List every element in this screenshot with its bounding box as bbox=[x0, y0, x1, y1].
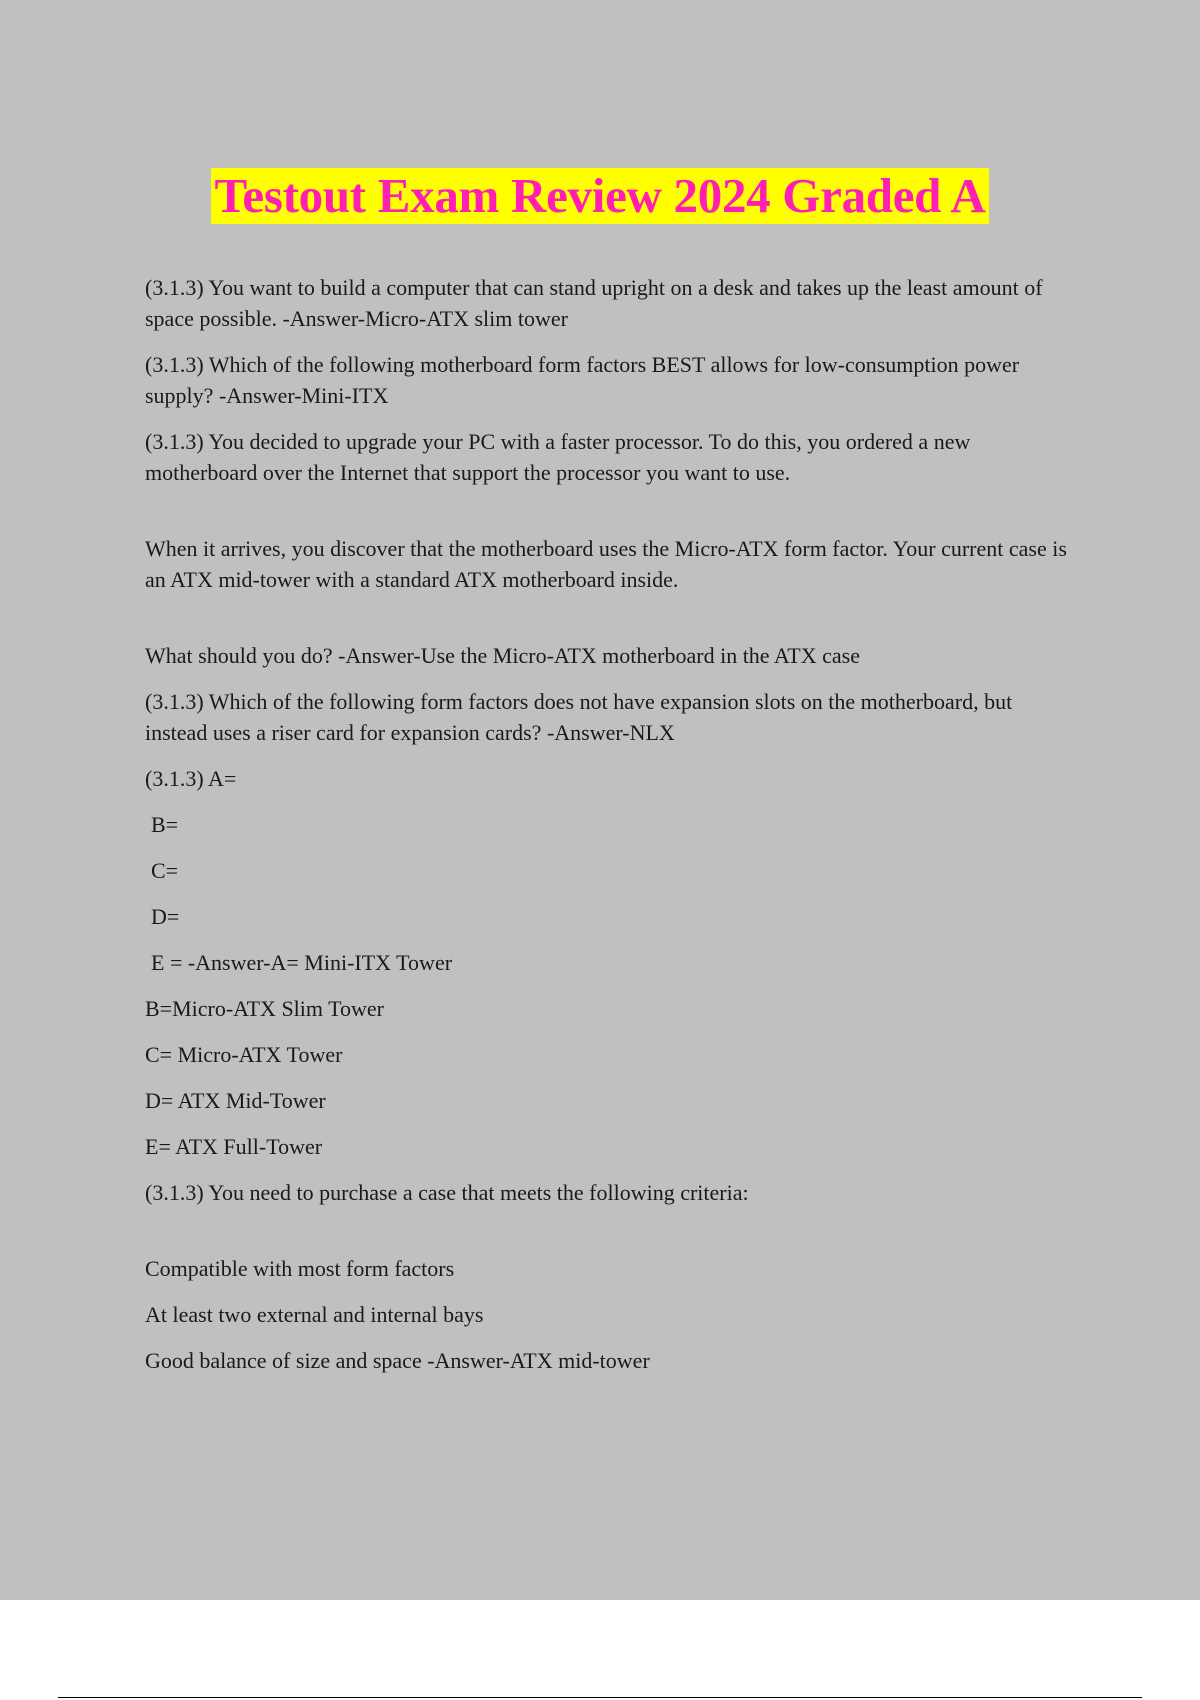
criteria-line: At least two external and internal bays bbox=[145, 1302, 484, 1327]
answer-line: C= Micro-ATX Tower bbox=[145, 1042, 343, 1067]
answer-line: C= bbox=[151, 858, 179, 883]
answer-line: E= ATX Full-Tower bbox=[145, 1134, 323, 1159]
answer-line: E = -Answer-A= Mini-ITX Tower bbox=[151, 950, 453, 975]
question-paragraph: (3.1.3) A= bbox=[145, 766, 237, 791]
question-paragraph: (3.1.3) You need to purchase a case that meets the following criteria: bbox=[145, 1180, 749, 1205]
question-paragraph: (3.1.3) Which of the following motherboard form factors BEST allows for low-consumption power supply? -Answer-Mini-ITX bbox=[145, 352, 1020, 408]
answer-line: D= ATX Mid-Tower bbox=[145, 1088, 326, 1113]
question-paragraph: What should you do? -Answer-Use the Micro-ATX motherboard in the ATX case bbox=[145, 643, 860, 668]
document-body bbox=[145, 272, 1075, 1391]
criteria-line: Compatible with most form factors bbox=[145, 1256, 455, 1281]
title-container bbox=[0, 168, 1200, 224]
question-paragraph: (3.1.3) Which of the following form factors does not have expansion slots on the motherboard, but instead uses a riser card for expansion cards? -Answer-NLX bbox=[145, 689, 1013, 745]
question-paragraph: (3.1.3) You decided to upgrade your PC with a faster processor. To do this, you ordered a new motherboard over the Internet that support the processor you want to use. bbox=[145, 429, 971, 485]
answer-line: B= bbox=[151, 812, 179, 837]
question-paragraph: (3.1.3) You want to build a computer that can stand upright on a desk and takes up the least amount of space possible. -Answer-Micro-ATX slim tower bbox=[145, 275, 1043, 331]
document-title: Testout Exam Review 2024 Graded A bbox=[211, 168, 990, 224]
criteria-line: Good balance of size and space -Answer-ATX mid-tower bbox=[145, 1348, 650, 1373]
question-paragraph: When it arrives, you discover that the motherboard uses the Micro-ATX form factor. Your current case is an ATX mid-tower with a standard ATX motherboard inside. bbox=[145, 536, 1067, 592]
answer-line: D= bbox=[151, 904, 180, 929]
answer-line: B=Micro-ATX Slim Tower bbox=[145, 996, 385, 1021]
footer-divider bbox=[58, 1697, 1142, 1698]
